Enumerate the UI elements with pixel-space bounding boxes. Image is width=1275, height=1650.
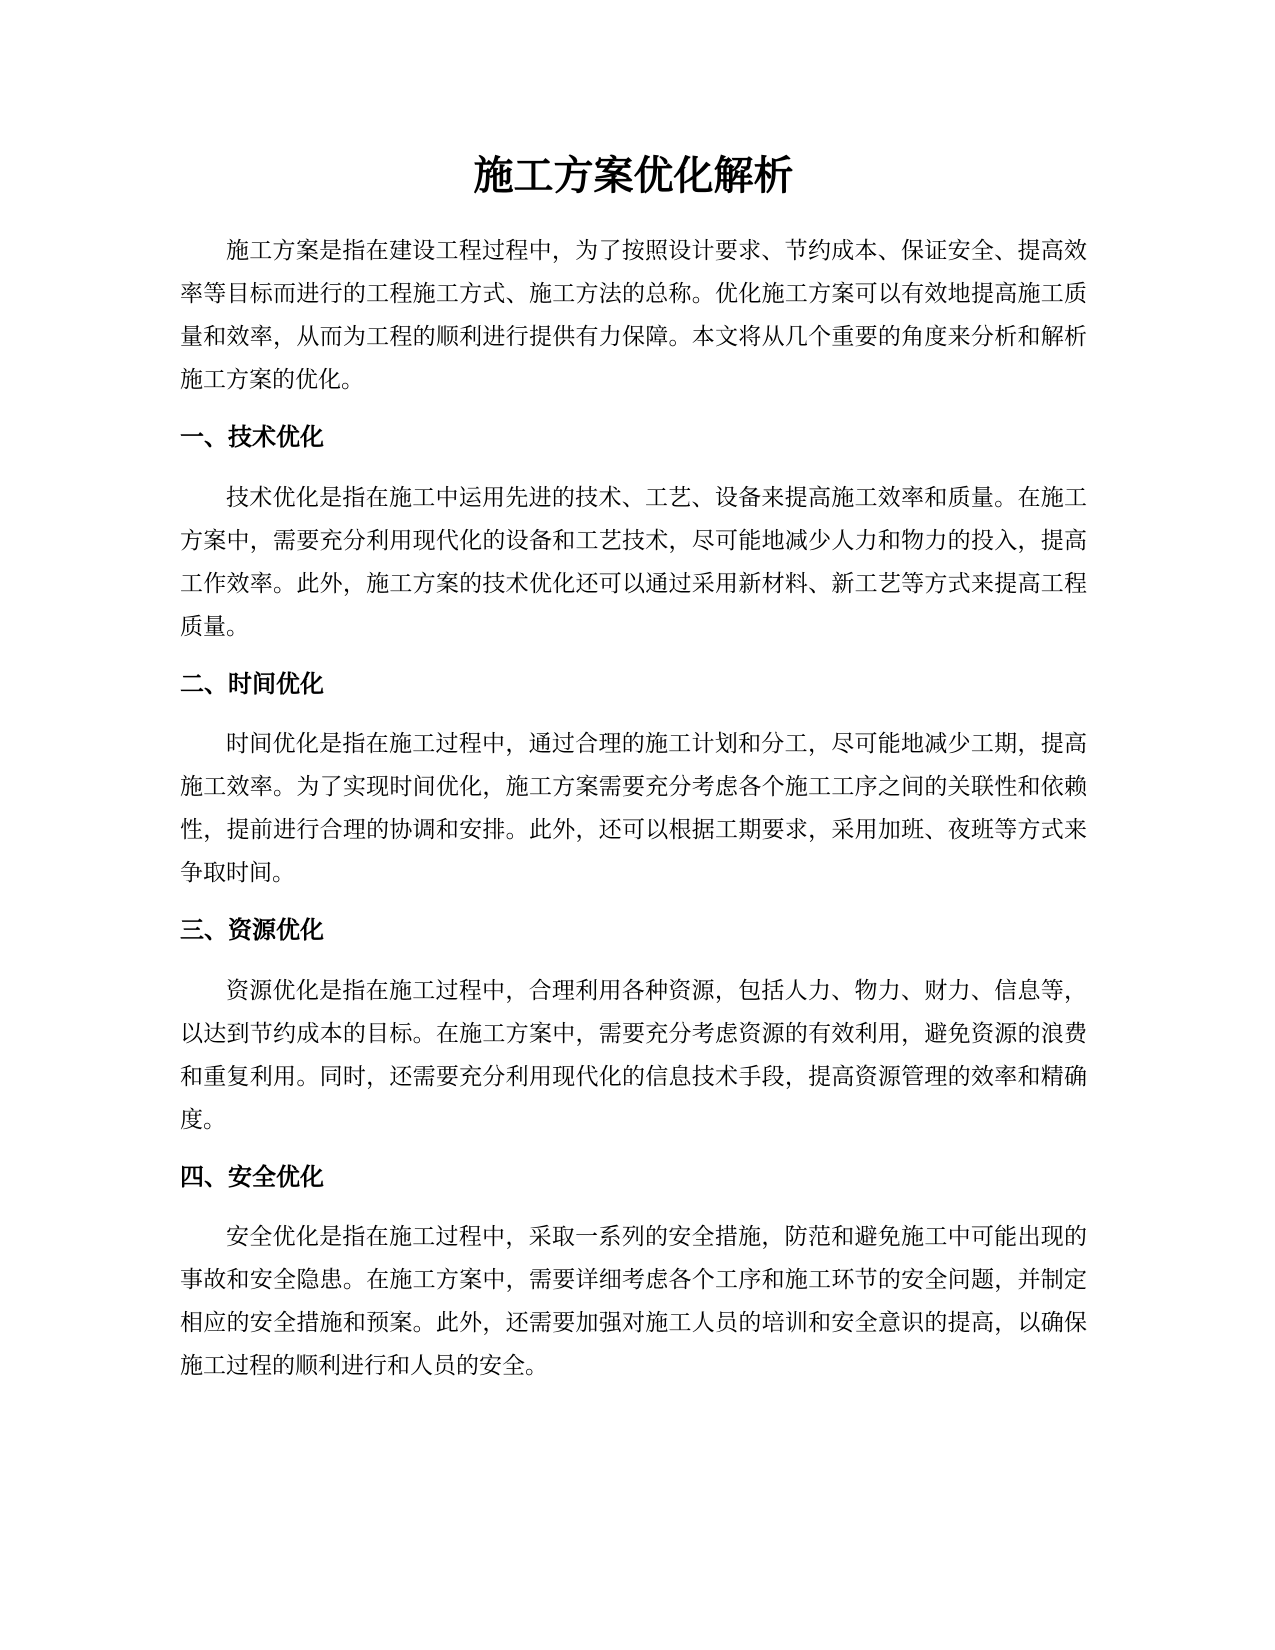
section-heading-time: 二、时间优化 (180, 670, 324, 698)
section-body-time: 时间优化是指在施工过程中，通过合理的施工计划和分工，尽可能地减少工期，提高施工效率。为了实现时间优化，施工方案需要充分考虑各个施工工序之间的关联性和依赖性，提前进行合理的协调和安排。此外，还可以根据工期要求，采用加班、夜班等方式来争取时间。 (180, 731, 1087, 886)
document-page (180, 0, 1087, 1650)
section-heading-safety: 四、安全优化 (180, 1163, 324, 1191)
section-body-safety: 安全优化是指在施工过程中，采取一系列的安全措施，防范和避免施工中可能出现的事故和安全隐患。在施工方案中，需要详细考虑各个工序和施工环节的安全问题，并制定相应的安全措施和预案。此外，还需要加强对施工人员的培训和安全意识的提高，以确保施工过程的顺利进行和人员的安全。 (180, 1224, 1087, 1379)
section-body-technical: 技术优化是指在施工中运用先进的技术、工艺、设备来提高施工效率和质量。在施工方案中，需要充分利用现代化的设备和工艺技术，尽可能地减少人力和物力的投入，提高工作效率。此外，施工方案的技术优化还可以通过采用新材料、新工艺等方式来提高工程质量。 (180, 485, 1087, 640)
section-body-resource: 资源优化是指在施工过程中，合理利用各种资源，包括人力、物力、财力、信息等，以达到节约成本的目标。在施工方案中，需要充分考虑资源的有效利用，避免资源的浪费和重复利用。同时，还需要充分利用现代化的信息技术手段，提高资源管理的效率和精确度。 (180, 978, 1087, 1133)
document-title: 施工方案优化解析 (473, 153, 794, 199)
section-heading-technical: 一、技术优化 (180, 423, 324, 451)
intro-paragraph: 施工方案是指在建设工程过程中，为了按照设计要求、节约成本、保证安全、提高效率等目标而进行的工程施工方式、施工方法的总称。优化施工方案可以有效地提高施工质量和效率，从而为工程的顺利进行提供有力保障。本文将从几个重要的角度来分析和解析施工方案的优化。 (180, 238, 1087, 393)
section-heading-resource: 三、资源优化 (180, 916, 324, 944)
